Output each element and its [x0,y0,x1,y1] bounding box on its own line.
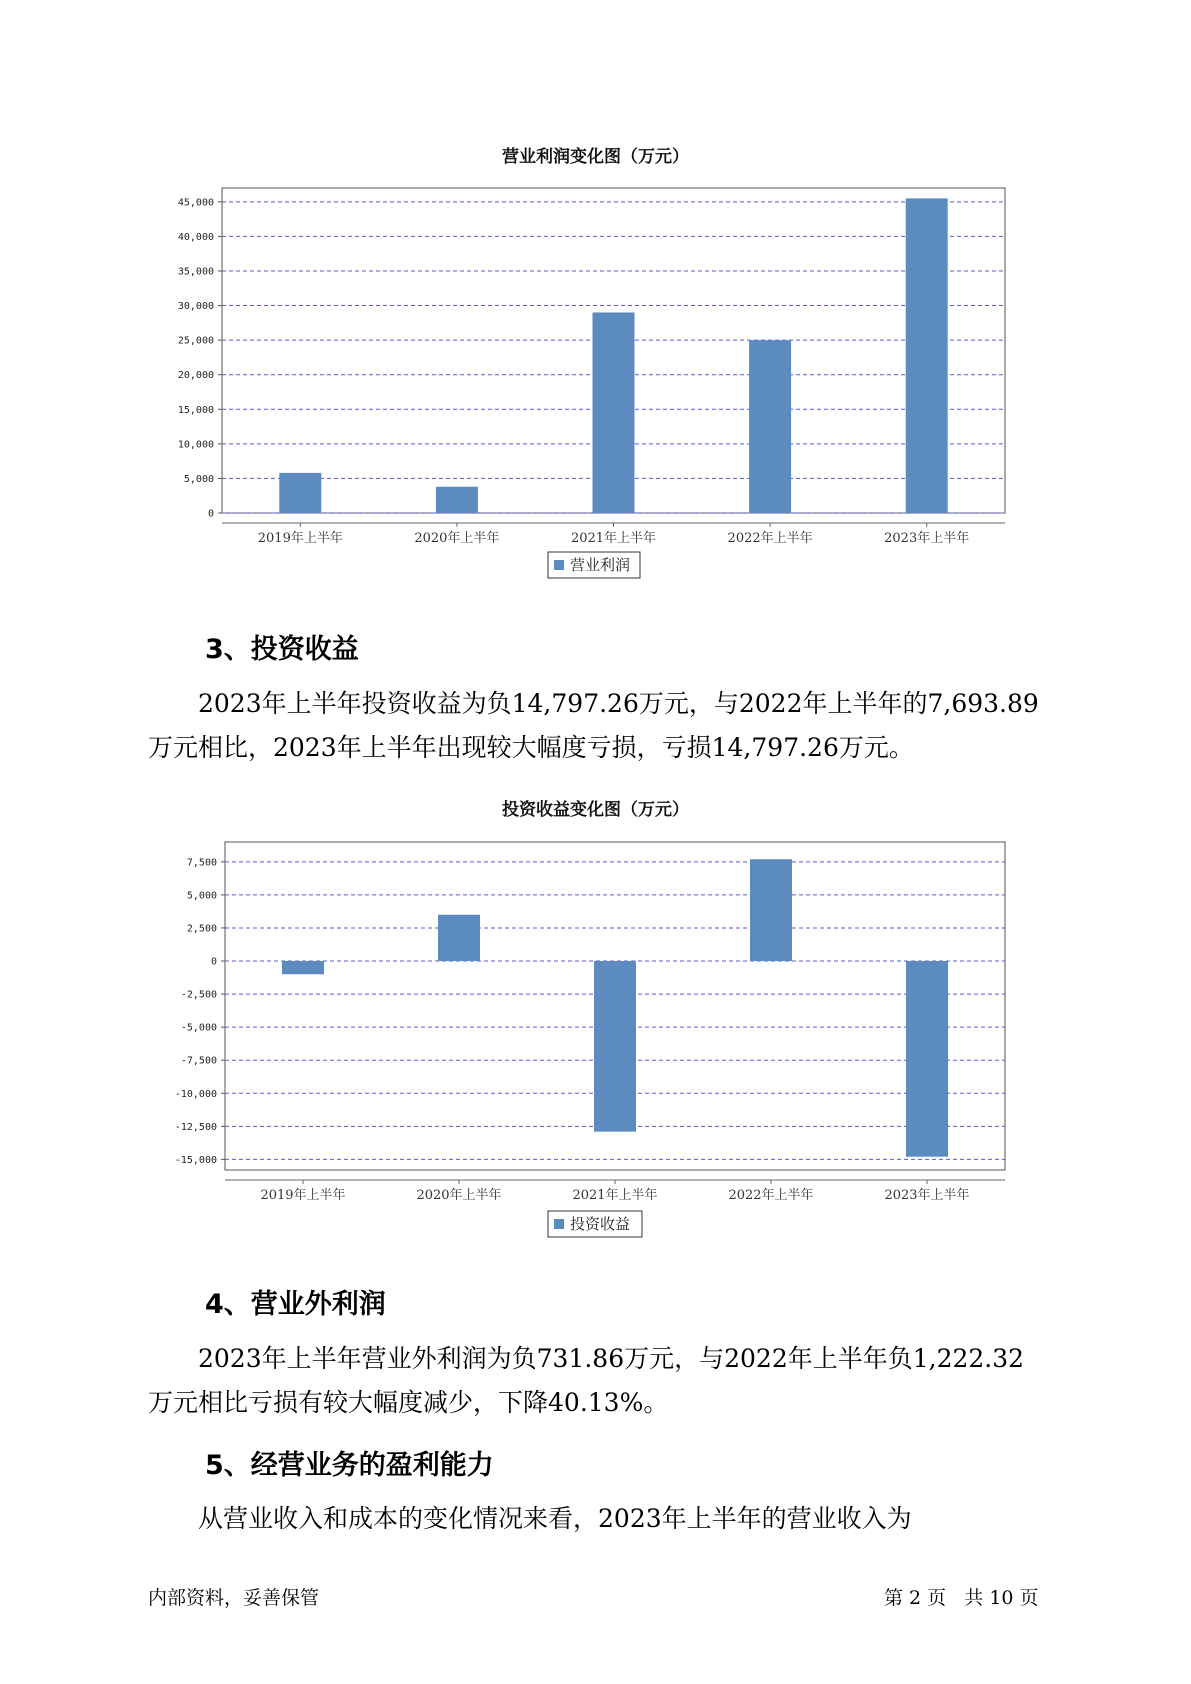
y-tick-label: 40,000 [177,231,214,243]
y-tick-label: 5,000 [183,473,214,485]
x-tick-label: 2023年上半年 [884,1188,970,1203]
y-tick-label: 20,000 [177,370,214,382]
x-tick-label: 2021年上半年 [572,1188,658,1203]
y-tick-label: 30,000 [177,301,214,313]
y-tick-label: 15,000 [177,404,214,416]
x-tick-label: 2020年上半年 [416,1188,502,1203]
x-tick-label: 2019年上半年 [257,531,343,546]
chart-title-investment-income: 投资收益变化图（万元） [502,800,689,820]
y-tick-label: 45,000 [177,197,214,209]
y-tick-label: -15,000 [174,1154,217,1166]
x-tick-label: 2020年上半年 [414,531,500,546]
y-tick-label: 0 [207,508,214,520]
section-heading-investment-income: 3、投资收益 [205,634,359,665]
paragraph-line: 2023年上半年投资收益为负14,797.26万元，与2022年上半年的7,693.89 [198,689,1039,718]
footer-page-info [884,1583,1039,1610]
y-tick-label: -7,500 [180,1055,217,1067]
legend-label: 营业利润 [570,556,631,574]
y-tick-label: 2,500 [186,923,217,935]
footer-confidential-note: 内部资料，妥善保管 [148,1587,320,1609]
bar [594,961,636,1132]
y-tick-label: -2,500 [180,989,217,1001]
x-tick-label: 2019年上半年 [260,1188,346,1203]
bar [282,961,324,974]
paragraph-line: 万元相比，2023年上半年出现较大幅度亏损，亏损14,797.26万元。 [148,733,914,762]
y-tick-label: 35,000 [177,266,214,278]
bar [438,915,480,961]
footer-page-total: 共 10 页 [964,1587,1039,1609]
y-tick-label: 25,000 [177,335,214,347]
y-tick-label: 0 [210,956,217,968]
section-heading-profitability: 5、经营业务的盈利能力 [205,1450,494,1481]
y-tick-label: 10,000 [177,439,214,451]
paragraph-line: 从营业收入和成本的变化情况来看，2023年上半年的营业收入为 [198,1504,912,1533]
legend-swatch [554,1219,564,1229]
bar [906,961,948,1157]
y-tick-label: -12,500 [174,1121,217,1133]
footer-page-number: 第 2 页 [884,1587,947,1609]
y-tick-label: 7,500 [186,857,217,869]
y-tick-label: -5,000 [180,1022,217,1034]
chart-title-operating-profit: 营业利润变化图（万元） [502,147,689,167]
bar [750,859,792,961]
paragraph-line: 万元相比亏损有较大幅度减少，下降40.13%。 [148,1388,669,1417]
legend-label: 投资收益 [570,1215,631,1233]
section-heading-non-operating-profit: 4、营业外利润 [205,1289,386,1320]
x-tick-label: 2022年上半年 [727,531,813,546]
paragraph-non-operating-profit [148,1337,1078,1425]
x-tick-label: 2021年上半年 [570,531,657,546]
y-tick-label: 5,000 [186,890,217,902]
y-tick-label: -10,000 [174,1088,217,1100]
x-tick-label: 2022年上半年 [728,1188,814,1203]
paragraph-profitability [148,1497,1078,1541]
x-tick-label: 2023年上半年 [884,531,970,546]
paragraph-line: 2023年上半年营业外利润为负731.86万元，与2022年上半年负1,222.32 [198,1344,1025,1373]
